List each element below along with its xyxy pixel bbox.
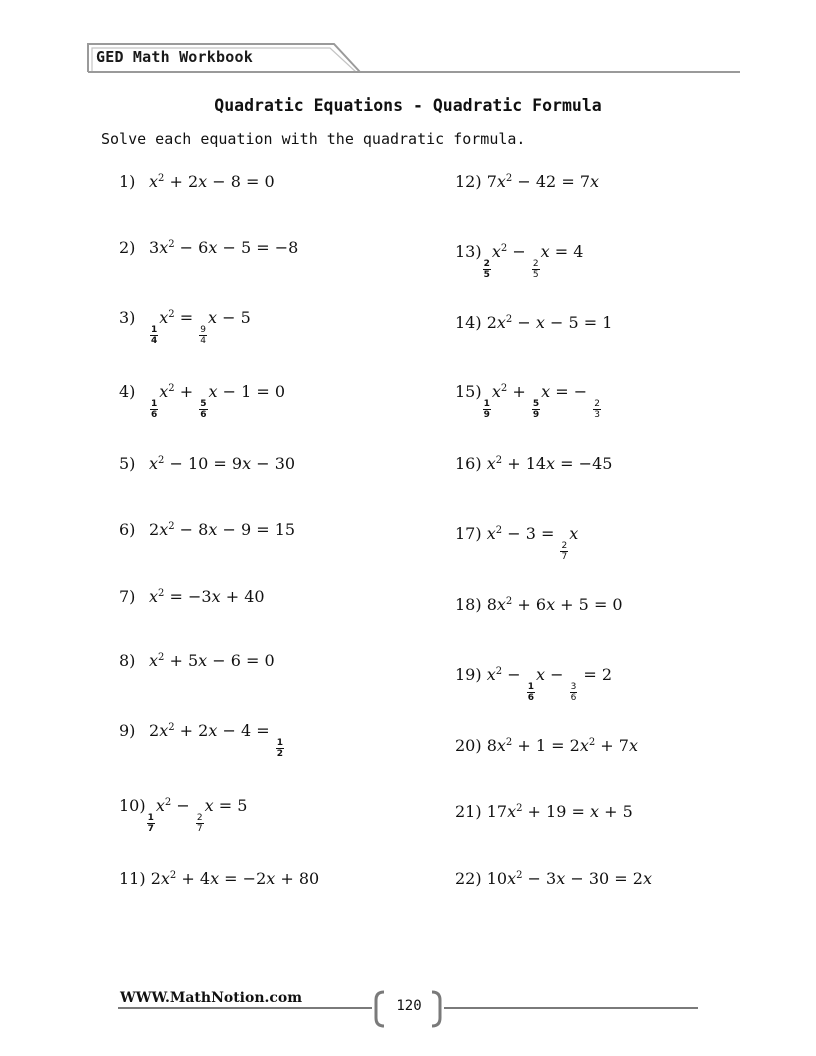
problem-number: 6) (119, 520, 136, 539)
problem-6 (119, 520, 295, 540)
problem-number: 15) (455, 382, 482, 401)
problem-13 (455, 242, 583, 280)
problem-21 (455, 802, 633, 822)
problem-1 (119, 172, 275, 192)
problem-number: 12) (455, 172, 482, 191)
problem-number: 4) (119, 382, 136, 401)
problem-9 (119, 721, 285, 759)
problem-number: 19) (455, 665, 482, 684)
instructions: Solve each equation with the quadratic formula. (101, 130, 526, 148)
problem-equation: $\frac{2}{5}$ $x^2$ − $\frac{2}{5}$ x = 4 (483, 242, 584, 280)
problem-17 (455, 524, 578, 562)
problem-15 (455, 382, 602, 420)
problem-equation: $17x^2 + 19 = x + 5$ (486, 802, 633, 821)
website-link[interactable]: WWW.MathNotion.com (120, 990, 303, 1006)
problem-19 (455, 665, 612, 703)
problem-number: 22) (455, 869, 482, 888)
problem-11 (119, 869, 319, 889)
problem-equation: $x^2 - 3$ = $\frac{2}{7}$ x (486, 524, 579, 562)
problem-equation: $x^2 = -3x + 40$ (149, 587, 265, 606)
problem-equation: $2x^2 + 4x = -2x + 80$ (150, 869, 320, 888)
problem-equation: $x^2$ − $\frac{1}{6}$ x − $\frac{3}{6}$ = 2 (486, 665, 613, 703)
problem-equation: $2x^2 - 8x - 9 = 15$ (149, 520, 296, 539)
problem-5 (119, 454, 295, 474)
page-title: Quadratic Equations - Quadratic Formula (214, 96, 602, 115)
problem-equation: $x^2 + 2x - 8 = 0$ (149, 172, 275, 191)
problem-number: 21) (455, 802, 482, 821)
problem-22 (455, 869, 652, 889)
problem-equation: $2x^2 + 2x - 4$ = $\frac{1}{2}$ (149, 721, 283, 759)
problem-18 (455, 595, 623, 615)
problem-number: 17) (455, 524, 482, 543)
problem-number: 8) (119, 651, 136, 670)
problem-7 (119, 587, 265, 607)
problem-12 (455, 172, 599, 192)
problem-number: 14) (455, 313, 482, 332)
problem-number: 2) (119, 238, 136, 257)
problem-number: 13) (455, 242, 482, 261)
problem-number: 7) (119, 587, 136, 606)
problem-equation: $2x^2 - x - 5 = 1$ (486, 313, 613, 332)
problem-number: 9) (119, 721, 136, 740)
problem-number: 1) (119, 172, 136, 191)
problem-14 (455, 313, 612, 333)
problem-equation: $x^2 - 10 = 9x - 30$ (149, 454, 296, 473)
problem-equation: $x^2 + 14x = -45$ (486, 454, 613, 473)
problem-2 (119, 238, 298, 258)
problem-number: 10) (119, 796, 146, 815)
problem-number: 20) (455, 736, 482, 755)
workbook-title: GED Math Workbook (96, 48, 253, 66)
problem-16 (455, 454, 612, 474)
problem-equation: $7x^2 - 42 = 7x$ (486, 172, 600, 191)
problem-equation: $8x^2 + 6x + 5 = 0$ (486, 595, 623, 614)
problem-equation: $\frac{1}{4}$ $x^2$ = $\frac{9}{4}$ x − 5 (151, 308, 251, 346)
problem-20 (455, 736, 638, 756)
problem-number: 18) (455, 595, 482, 614)
problem-number: 5) (119, 454, 136, 473)
problem-3 (119, 308, 251, 346)
problem-number: 16) (455, 454, 482, 473)
problem-equation: $8x^2 + 1 = 2x^2 + 7x$ (486, 736, 639, 755)
header-tab-graphic (0, 0, 816, 90)
problem-equation: $\frac{1}{6}$ $x^2$ + $\frac{5}{6}$ x − 1 = 0 (151, 382, 286, 420)
problem-number: 3) (119, 308, 136, 327)
problem-equation: $3x^2 - 6x - 5 = -8$ (149, 238, 299, 257)
problem-4 (119, 382, 285, 420)
problem-8 (119, 651, 275, 671)
problem-10 (119, 796, 247, 834)
problem-equation: $\frac{1}{9}$ $x^2$ + $\frac{5}{9}$ x = − $\frac{2}{3}$ (483, 382, 600, 420)
problem-equation: $\frac{1}{7}$ $x^2$ − $\frac{2}{7}$ x = 5 (147, 796, 248, 834)
problem-equation: $x^2 + 5x - 6 = 0$ (149, 651, 275, 670)
problem-equation: $10x^2 - 3x - 30 = 2x$ (486, 869, 652, 888)
page-number: 120 (396, 998, 422, 1014)
problem-number: 11) (119, 869, 146, 888)
